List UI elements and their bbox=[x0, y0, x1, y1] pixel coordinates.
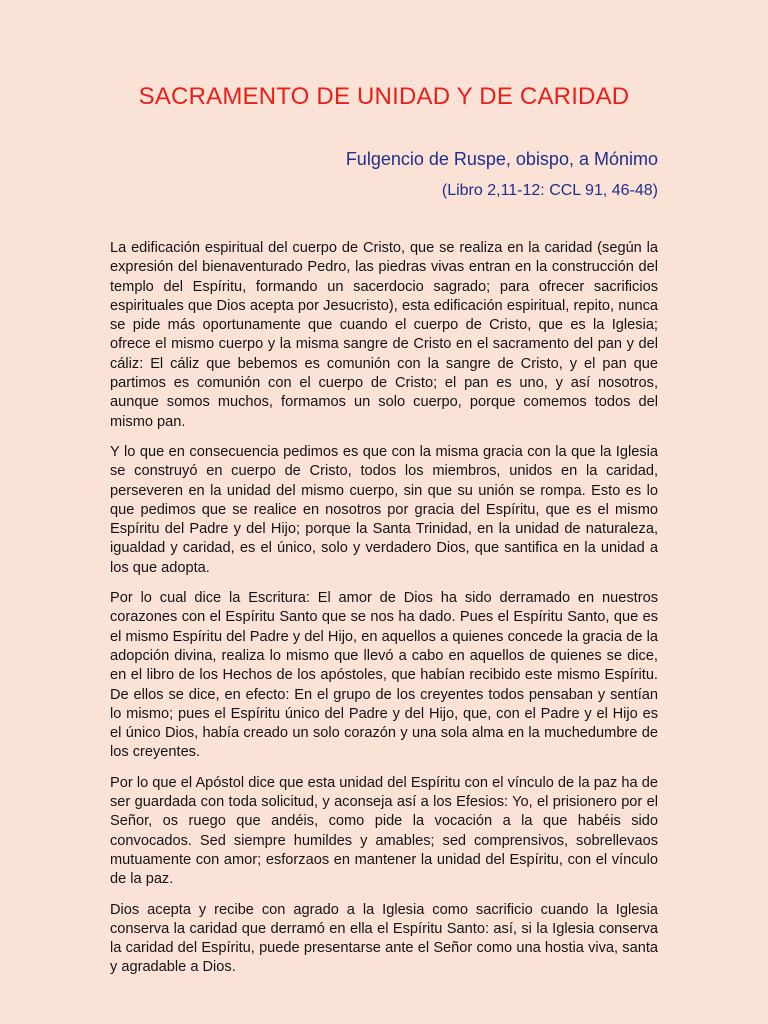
paragraph: Dios acepta y recibe con agrado a la Iglesia como sacrificio cuando la Iglesia conserva la caridad que derramó en ella el Espíritu Santo: así, si la Iglesia conserva la caridad del Espíritu, puede presentarse ante el Señor como una hostia viva, santa y agradable a Dios. bbox=[110, 901, 658, 976]
page-title: SACRAMENTO DE UNIDAD Y DE CARIDAD bbox=[138, 83, 630, 110]
source-reference: (Libro 2,11-12: CCL 91, 46-48) bbox=[441, 182, 658, 199]
document-body bbox=[110, 239, 658, 989]
paragraph: La edificación espiritual del cuerpo de Cristo, que se realiza en la caridad (según la expresión del bienaventurado Pedro, las piedras vivas entran en la construcción del templo del Espíritu, formando un sacerdocio sagrado; para ofrecer sacrificios espirituales que Dios acepta por Jesucristo), esta edificación espiritual, repito, nunca se pide más oportunamente que cuando el cuerpo de Cristo, que es la Iglesia; ofrece el mismo cuerpo y la misma sangre de Cristo en el sacramento del pan y del cáliz: El cáliz que bebemos es comunión con la sangre de Cristo, y el pan que partimos es comunión con el cuerpo de Cristo; el pan es uno, y así nosotros, aunque somos muchos, formamos un solo cuerpo, porque comemos todos del mismo pan. bbox=[110, 240, 658, 430]
paragraph: Y lo que en consecuencia pedimos es que con la misma gracia con la que la Iglesia se construyó en cuerpo de Cristo, todos los miembros, unidos en la caridad, perseveren en la unidad del mismo cuerpo, sin que su unión se rompa. Esto es lo que pedimos que se realice en nosotros por gracia del Espíritu, que es el mismo Espíritu del Padre y del Hijo; porque la Santa Trinidad, en la unidad de naturaleza, igualdad y caridad, es el único, solo y verdadero Dios, que santifica en la unidad a los que adopta. bbox=[110, 443, 658, 576]
author-line: Fulgencio de Ruspe, obispo, a Mónimo bbox=[345, 149, 658, 169]
paragraph: Por lo cual dice la Escritura: El amor de Dios ha sido derramado en nuestros corazones con el Espíritu Santo que se nos ha dado. Pues el Espíritu Santo, que es el mismo Espíritu del Padre y del Hijo, en aquellos a quienes concede la gracia de la adopción divina, realiza lo mismo que llevó a cabo en aquellos de quienes se dice, en el libro de los Hechos de los apóstoles, que habían recibido este mismo Espíritu. De ellos se dice, en efecto: En el grupo de los creyentes todos pensaban y sentían lo mismo; pues el Espíritu único del Padre y del Hijo, que, con el Padre y el Hijo es el único Dios, había creado un solo corazón y una sola alma en la muchedumbre de los creyentes. bbox=[110, 590, 658, 761]
paragraph: Por lo que el Apóstol dice que esta unidad del Espíritu con el vínculo de la paz ha de ser guardada con toda solicitud, y aconseja así a los Efesios: Yo, el prisionero por el Señor, os ruego que andéis, como pide la vocación a la que habéis sido convocados. Sed siempre humildes y amables; sed comprensivos, sobrellevaos mutuamente con amor; esforzaos en mantener la unidad del Espíritu, con el vínculo de la paz. bbox=[110, 774, 658, 888]
